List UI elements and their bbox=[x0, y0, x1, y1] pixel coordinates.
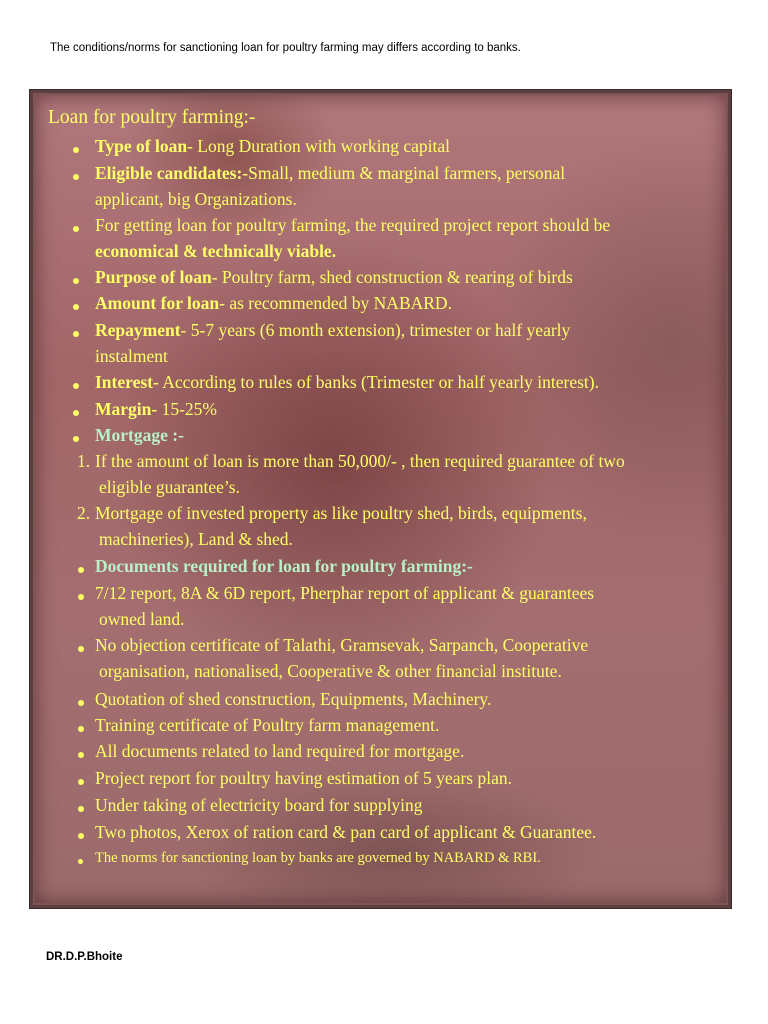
interest-label: Interest- bbox=[95, 372, 159, 392]
bullet-icon bbox=[78, 833, 84, 839]
project-cont: economical & technically viable. bbox=[95, 241, 337, 261]
bullet-icon bbox=[78, 752, 84, 758]
mortgage-item-number: 1. bbox=[77, 451, 91, 471]
document-item: Two photos, Xerox of ration card & pan card of applicant & Guarantee. bbox=[95, 822, 597, 842]
interest-line bbox=[95, 372, 599, 393]
bullet-icon bbox=[78, 594, 84, 600]
project-line: For getting loan for poultry farming, the required project report should be bbox=[95, 215, 611, 235]
author-name: DR.D.P.Bhoite bbox=[46, 951, 123, 963]
document-item: All documents related to land required for mortgage. bbox=[95, 741, 465, 761]
bullet-icon bbox=[78, 859, 83, 864]
purpose-line bbox=[95, 267, 573, 288]
bullet-icon bbox=[78, 726, 84, 732]
eligible-cont: applicant, big Organizations. bbox=[95, 189, 297, 209]
panel-title: Loan for poultry farming:- bbox=[48, 107, 256, 128]
mortgage-item-cont: eligible guarantee’s. bbox=[99, 477, 240, 497]
margin-label: Margin- bbox=[95, 399, 158, 419]
bullet-icon bbox=[73, 331, 79, 337]
repayment-text: - 5-7 years (6 month extension), trimester or half yearly bbox=[180, 320, 571, 340]
purpose-label: Purpose of loan bbox=[95, 267, 212, 287]
document-item: 7/12 report, 8A & 6D report, Pherphar report of applicant & guarantees bbox=[95, 583, 595, 603]
eligible-line bbox=[95, 163, 565, 184]
mortgage-item-cont: machineries), Land & shed. bbox=[99, 529, 293, 549]
repayment-line bbox=[95, 320, 570, 341]
bullet-icon bbox=[78, 567, 84, 573]
amount-label: Amount for loan bbox=[95, 293, 220, 313]
documents-heading: Documents required for loan for poultry farming:- bbox=[95, 556, 473, 576]
type-of-loan-line bbox=[95, 136, 450, 157]
type-of-loan-text: - Long Duration with working capital bbox=[187, 136, 450, 156]
mortgage-item-text: Mortgage of invested property as like poultry shed, birds, equipments, bbox=[95, 503, 587, 523]
bullet-icon bbox=[78, 700, 84, 706]
bullet-icon bbox=[73, 278, 79, 284]
document-item-cont: owned land. bbox=[99, 609, 185, 629]
document-item-cont: organisation, nationalised, Cooperative & other financial institute. bbox=[99, 661, 562, 681]
header-note: The conditions/norms for sanctioning loan for poultry farming may differs according to banks. bbox=[50, 42, 521, 54]
purpose-text: - Poultry farm, shed construction & rearing of birds bbox=[211, 267, 573, 287]
bullet-icon bbox=[78, 646, 84, 652]
bullet-icon bbox=[73, 304, 79, 310]
loan-info-panel bbox=[30, 90, 731, 908]
mortgage-item-number: 2. bbox=[77, 503, 91, 523]
bullet-icon bbox=[73, 383, 79, 389]
repayment-cont: instalment bbox=[95, 346, 168, 366]
bullet-icon bbox=[78, 806, 84, 812]
repayment-label: Repayment bbox=[95, 320, 181, 340]
document-item: Training certificate of Poultry farm management. bbox=[95, 715, 440, 735]
interest-text: According to rules of banks (Trimester or half yearly interest). bbox=[158, 372, 599, 392]
bullet-icon bbox=[73, 147, 79, 153]
document-item: No objection certificate of Talathi, Gramsevak, Sarpanch, Cooperative bbox=[95, 635, 589, 655]
bullet-icon bbox=[78, 779, 84, 785]
document-item: Project report for poultry having estimation of 5 years plan. bbox=[95, 768, 512, 788]
document-item: Under taking of electricity board for supplying bbox=[95, 795, 423, 815]
amount-text: - as recommended by NABARD. bbox=[219, 293, 452, 313]
bullet-icon bbox=[73, 436, 79, 442]
mortgage-heading: Mortgage :- bbox=[95, 425, 184, 445]
type-of-loan-label: Type of loan bbox=[95, 136, 188, 156]
document-item: Quotation of shed construction, Equipments, Machinery. bbox=[95, 689, 492, 709]
bullet-icon bbox=[73, 174, 79, 180]
margin-line bbox=[95, 399, 217, 420]
bullet-icon bbox=[73, 410, 79, 416]
footnote: The norms for sanctioning loan by banks are governed by NABARD & RBI. bbox=[95, 850, 541, 866]
eligible-label: Eligible candidates:- bbox=[95, 163, 249, 183]
mortgage-item-text: If the amount of loan is more than 50,000/- , then required guarantee of two bbox=[95, 451, 625, 471]
bullet-icon bbox=[73, 226, 79, 232]
margin-text: 15-25% bbox=[157, 399, 217, 419]
amount-line bbox=[95, 293, 452, 314]
eligible-text: Small, medium & marginal farmers, personal bbox=[248, 163, 566, 183]
